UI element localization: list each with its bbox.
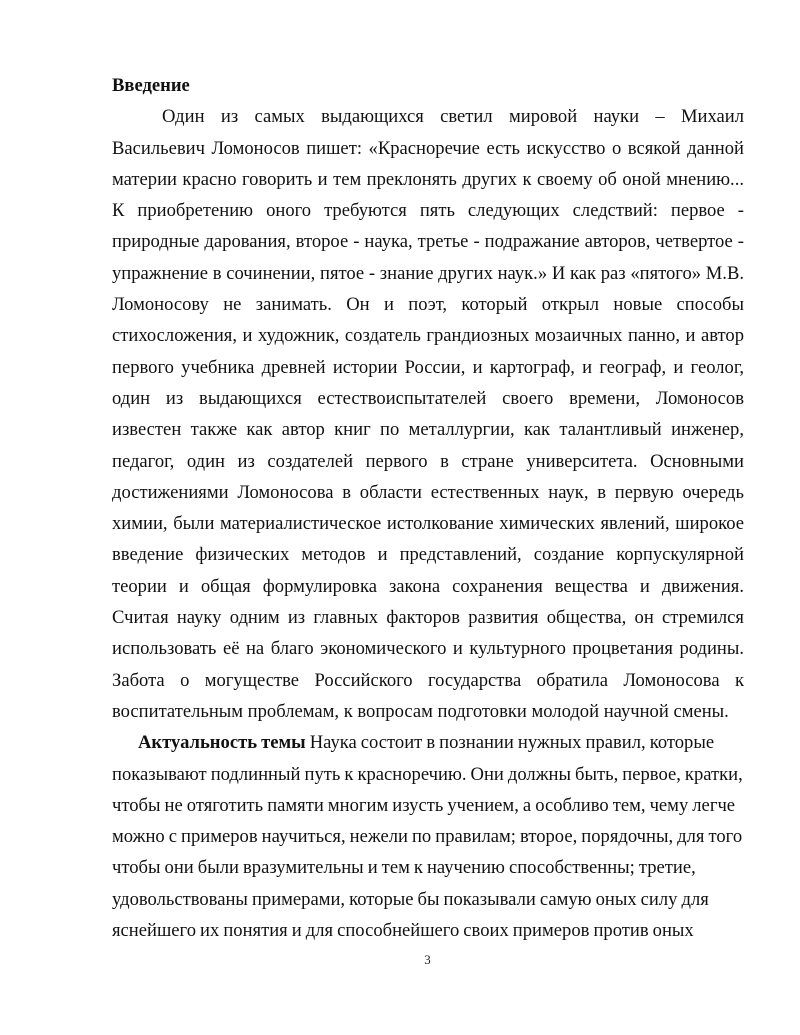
relevance-lead: Актуальность темы <box>138 732 306 754</box>
paragraph-introduction: Один из самых выдающихся светил мировой науки – Михаил Васильевич Ломоносов пишет: «Красноречие есть искусство о всякой данной материи красно говорить и тем преклонять других к своему об оной мнению... К приобретению оного требуются пять следующих следствий: первое - природные дарования, второе - наука, третье - подражание авторов, четвертое - упражнение в сочинении, пятое - знание других наук.» И как раз «пятого» М.В. Ломоносову не занимать. Он и поэт, который открыл новые способы стихосложения, и художник, создатель грандиозных мозаичных панно, и автор первого учебника древней истории России, и картограф, и географ, и геолог, один из выдающихся естествоиспытателей своего времени, Ломоносов известен также как автор книг по металлургии, как талантливый инженер, педагог, один из создателей первого в стране университета. Основными достижениями Ломоносова в области естественных наук, в первую очередь химии, были материалистическое истолкование химических явлений, широкое введение физических методов и представлений, создание корпускулярной теории и общая формулировка закона сохранения вещества и движения. Считая науку одним из главных факторов развития общества, он стремился использовать её на благо экономического и культурного процветания родины. Забота о могуществе Российского государства обратила Ломоносова к воспитательным проблемам, к вопросам подготовки молодой научной смены. <box>112 106 744 722</box>
section-heading: Введение <box>112 75 190 96</box>
page-number: 3 <box>424 952 431 967</box>
relevance-text: Наука состоит в познании нужных правил, которые показывают подлинный путь к красноречию. Они должны быть, первое, кратки, чтобы не отяготить памяти многим изусть учением, а особливо тем, чему легче можно с примеров научиться, нежели по правилам; второе, порядочны, для того чтобы они были вразумительны и тем к научению способственны; третие, удовольствованы примерами, которые бы показывали самую оных силу для яснейшего их понятия и для способнейшего своих примеров против оных <box>112 732 743 942</box>
document-page <box>112 70 744 946</box>
paragraph-relevance <box>112 727 744 946</box>
